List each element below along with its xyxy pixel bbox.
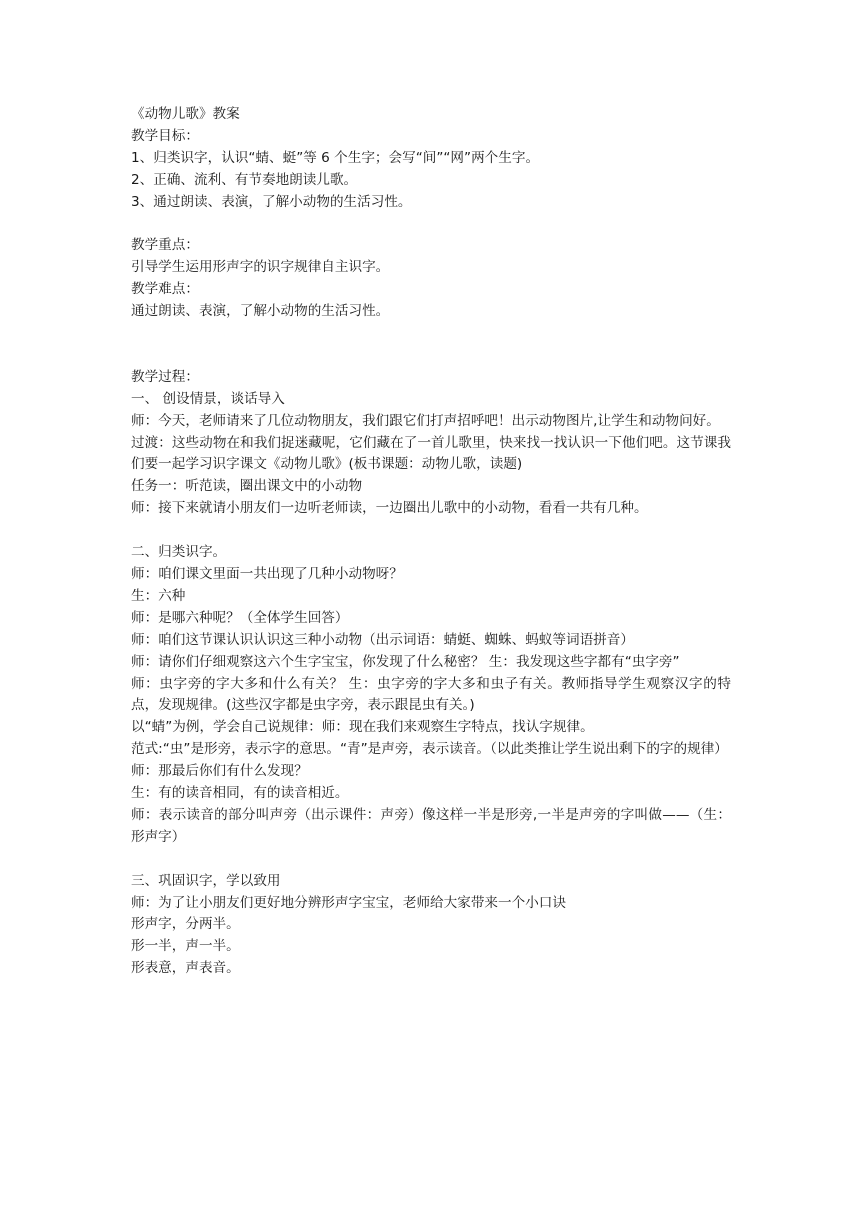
paragraph: 师：咱们这节课认识认识这三种小动物（出示词语：蜻蜓、蜘蛛、蚂蚁等词语拼音） bbox=[131, 631, 634, 648]
spacer bbox=[131, 323, 731, 367]
objective-item: 2、正确、流利、有节奏地朗读儿歌。 bbox=[131, 171, 358, 188]
paragraph: 形表意，声表音。 bbox=[131, 960, 240, 977]
paragraph: 师：接下来就请小朋友们一边听老师读，一边圈出儿歌中的小动物，看看一共有几种。 bbox=[131, 500, 648, 517]
paragraph: 形声字，分两半。 bbox=[131, 916, 240, 933]
key-point-text: 引导学生运用形声字的识字规律自主识字。 bbox=[131, 259, 390, 276]
paragraph: 师：请你们仔细观察这六个生字宝宝，你发现了什么秘密？ 生：我发现这些字都有“虫字旁” bbox=[131, 653, 680, 670]
document-title: 《动物儿歌》教案 bbox=[131, 106, 240, 122]
spacer bbox=[131, 520, 731, 542]
spacer bbox=[131, 214, 731, 236]
paragraph: 师：咱们课文里面一共出现了几种小动物呀？ bbox=[131, 565, 403, 582]
paragraph: 师：表示读音的部分叫声旁（出示课件：声旁）像这样一半是形旁,一半是声旁的字叫做——（生：形声字） bbox=[131, 806, 731, 845]
difficulty-text: 通过朗读、表演，了解小动物的生活习性。 bbox=[131, 303, 390, 320]
spacer bbox=[131, 849, 731, 871]
process-heading: 教学过程： bbox=[131, 368, 199, 385]
objective-item: 1、归类识字，认识“蜻、蜓”等 6 个生字；会写“间”“网”两个生字。 bbox=[131, 149, 540, 166]
key-point-heading: 教学重点： bbox=[131, 237, 199, 254]
section-heading: 三、巩固识字，学以致用 bbox=[131, 872, 281, 889]
paragraph: 形一半，声一半。 bbox=[131, 938, 240, 955]
paragraph: 生：有的读音相同，有的读音相近。 bbox=[131, 785, 349, 802]
paragraph: 师：虫字旁的字大多和什么有关？ 生：虫字旁的字大多和虫子有关。教师指导学生观察汉字的特点，发现规律。(这些汉字都是虫字旁，表示跟昆虫有关。) bbox=[131, 675, 731, 714]
paragraph: 生：六种 bbox=[131, 587, 186, 604]
paragraph: 师：今天，老师请来了几位动物朋友，我们跟它们打声招呼吧！出示动物图片,让学生和动物问好。 bbox=[131, 412, 720, 429]
paragraph: 以“蜻”为例，学会自己说规律：师：现在我们来观察生字特点，找认字规律。 bbox=[131, 719, 594, 736]
paragraph: 师：为了让小朋友们更好地分辨形声字宝宝，老师给大家带来一个小口诀 bbox=[131, 894, 566, 911]
section-heading: 二、归类识字。 bbox=[131, 544, 227, 561]
objective-item: 3、通过朗读、表演，了解小动物的生活习性。 bbox=[131, 193, 412, 210]
paragraph: 过渡：这些动物在和我们捉迷藏呢，它们藏在了一首儿歌里，快来找一找认识一下他们吧。这节课我们要一起学习识字课文《动物儿歌》(板书课题：动物儿歌，读题) bbox=[131, 434, 731, 473]
paragraph: 任务一：听范读，圈出课文中的小动物 bbox=[131, 478, 363, 495]
paragraph: 范式:“虫”是形旁，表示字的意思。“青”是声旁，表示读音。（以此类推让学生说出剩下的字的规律） bbox=[131, 741, 728, 758]
section-heading: 一、 创设情景，谈话导入 bbox=[131, 390, 285, 407]
objectives-heading: 教学目标： bbox=[131, 127, 199, 144]
difficulty-heading: 教学难点： bbox=[131, 281, 199, 298]
document-body bbox=[131, 104, 731, 980]
paragraph: 师：那最后你们有什么发现？ bbox=[131, 763, 308, 780]
paragraph: 师：是哪六种呢？（全体学生回答） bbox=[131, 609, 349, 626]
